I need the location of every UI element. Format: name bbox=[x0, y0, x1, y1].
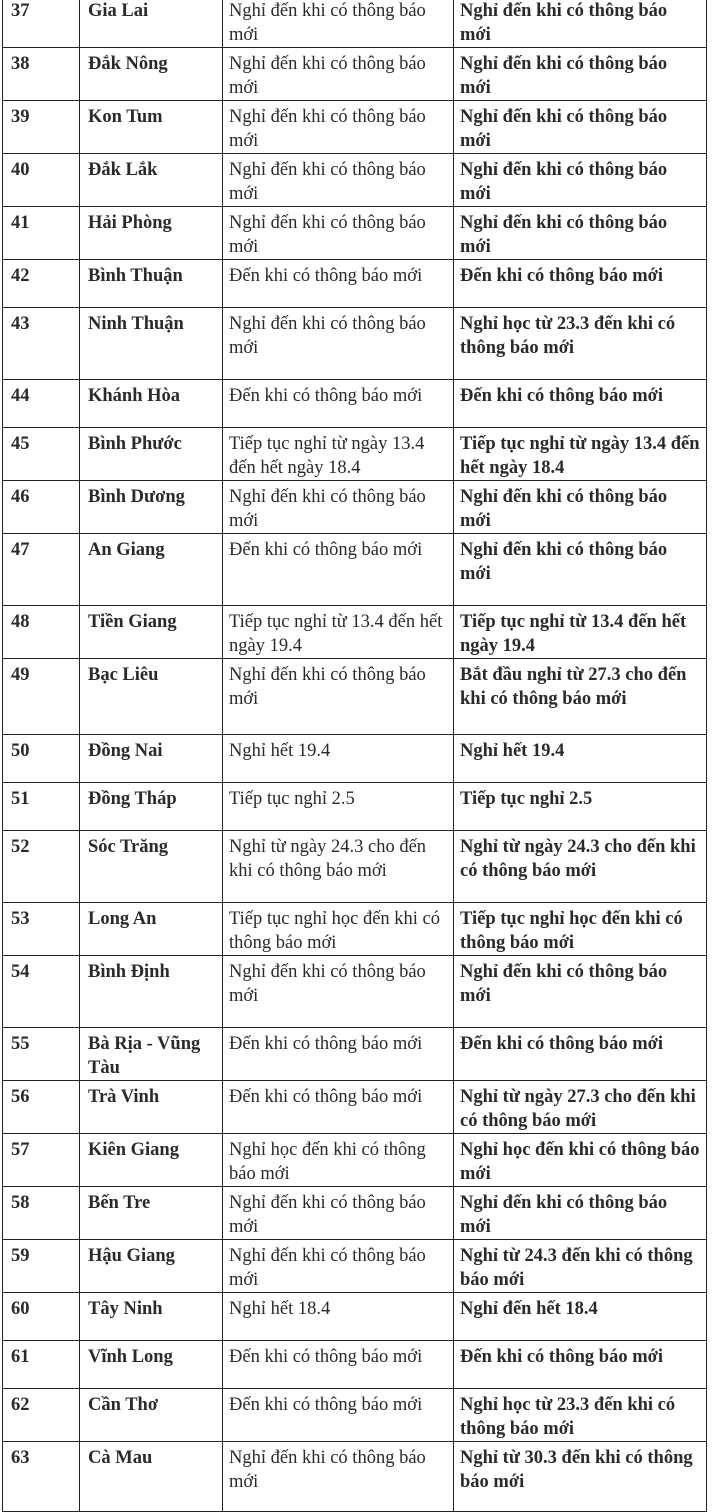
table-row bbox=[3, 903, 707, 956]
table-row bbox=[3, 428, 707, 481]
table-row bbox=[3, 1442, 707, 1512]
province-name: Tây Ninh bbox=[80, 1293, 223, 1341]
province-name: Hậu Giang bbox=[80, 1240, 223, 1293]
closure-status-col2: Đến khi có thông báo mới bbox=[454, 1028, 707, 1081]
row-number: 37 bbox=[3, 0, 80, 48]
closure-status-col2: Nghỉ đến khi có thông báo mới bbox=[454, 154, 707, 207]
closure-status-col1: Tiếp tục nghỉ 2.5 bbox=[223, 783, 454, 831]
province-name: Đắk Nông bbox=[80, 48, 223, 101]
row-number: 44 bbox=[3, 380, 80, 428]
row-number: 42 bbox=[3, 260, 80, 308]
closure-status-col1: Đến khi có thông báo mới bbox=[223, 1081, 454, 1134]
province-name: Kon Tum bbox=[80, 101, 223, 154]
table-row bbox=[3, 260, 707, 308]
closure-status-col2: Nghỉ đến khi có thông báo mới bbox=[454, 48, 707, 101]
closure-status-col2: Nghỉ đến khi có thông báo mới bbox=[454, 956, 707, 1028]
closure-status-col2: Nghỉ đến khi có thông báo mới bbox=[454, 481, 707, 534]
row-number: 40 bbox=[3, 154, 80, 207]
province-name: Hải Phòng bbox=[80, 207, 223, 260]
province-name: Bà Rịa - Vũng Tàu bbox=[80, 1028, 223, 1081]
table-row bbox=[3, 48, 707, 101]
closure-status-col1: Nghỉ đến khi có thông báo mới bbox=[223, 0, 454, 48]
closure-status-col1: Nghỉ đến khi có thông báo mới bbox=[223, 308, 454, 380]
table-row bbox=[3, 956, 707, 1028]
province-name: Kiên Giang bbox=[80, 1134, 223, 1187]
closure-status-col1: Đến khi có thông báo mới bbox=[223, 1389, 454, 1442]
province-name: Bình Định bbox=[80, 956, 223, 1028]
closure-status-col1: Nghỉ đến khi có thông báo mới bbox=[223, 48, 454, 101]
row-number: 50 bbox=[3, 735, 80, 783]
province-name: Trà Vinh bbox=[80, 1081, 223, 1134]
closure-status-col1: Nghỉ từ ngày 24.3 cho đến khi có thông báo mới bbox=[223, 831, 454, 903]
closure-status-col1: Nghỉ đến khi có thông báo mới bbox=[223, 101, 454, 154]
row-number: 53 bbox=[3, 903, 80, 956]
closure-status-col2: Nghỉ học đến khi có thông báo mới bbox=[454, 1134, 707, 1187]
province-name: An Giang bbox=[80, 534, 223, 606]
closure-status-col2: Nghỉ từ 30.3 đến khi có thông báo mới bbox=[454, 1442, 707, 1512]
table-row bbox=[3, 1341, 707, 1389]
table-row bbox=[3, 606, 707, 659]
closure-status-col2: Nghỉ đến khi có thông báo mới bbox=[454, 207, 707, 260]
row-number: 54 bbox=[3, 956, 80, 1028]
province-name: Đắk Lắk bbox=[80, 154, 223, 207]
row-number: 56 bbox=[3, 1081, 80, 1134]
table-row bbox=[3, 481, 707, 534]
province-name: Bình Dương bbox=[80, 481, 223, 534]
row-number: 46 bbox=[3, 481, 80, 534]
province-name: Long An bbox=[80, 903, 223, 956]
province-name: Bình Thuận bbox=[80, 260, 223, 308]
table-row bbox=[3, 1293, 707, 1341]
table-row bbox=[3, 534, 707, 606]
table-row bbox=[3, 1081, 707, 1134]
closure-status-col1: Đến khi có thông báo mới bbox=[223, 380, 454, 428]
row-number: 57 bbox=[3, 1134, 80, 1187]
table-row bbox=[3, 308, 707, 380]
closure-status-col2: Tiếp tục nghỉ từ 13.4 đến hết ngày 19.4 bbox=[454, 606, 707, 659]
province-name: Ninh Thuận bbox=[80, 308, 223, 380]
closure-status-col1: Đến khi có thông báo mới bbox=[223, 534, 454, 606]
school-closure-table bbox=[2, 0, 707, 1512]
closure-status-col2: Nghỉ đến hết 18.4 bbox=[454, 1293, 707, 1341]
row-number: 48 bbox=[3, 606, 80, 659]
closure-status-col1: Nghỉ đến khi có thông báo mới bbox=[223, 207, 454, 260]
closure-status-col1: Nghỉ học đến khi có thông báo mới bbox=[223, 1134, 454, 1187]
closure-status-col1: Nghỉ đến khi có thông báo mới bbox=[223, 659, 454, 735]
table-row bbox=[3, 1028, 707, 1081]
closure-status-col2: Nghỉ hết 19.4 bbox=[454, 735, 707, 783]
closure-status-col2: Nghỉ từ 24.3 đến khi có thông báo mới bbox=[454, 1240, 707, 1293]
table-row bbox=[3, 735, 707, 783]
table-row bbox=[3, 783, 707, 831]
province-name: Vĩnh Long bbox=[80, 1341, 223, 1389]
table-row bbox=[3, 1389, 707, 1442]
row-number: 51 bbox=[3, 783, 80, 831]
table-row bbox=[3, 831, 707, 903]
table-row bbox=[3, 1187, 707, 1240]
row-number: 47 bbox=[3, 534, 80, 606]
closure-status-col1: Nghỉ đến khi có thông báo mới bbox=[223, 1187, 454, 1240]
province-name: Đồng Nai bbox=[80, 735, 223, 783]
closure-status-col1: Tiếp tục nghỉ từ ngày 13.4 đến hết ngày 18.4 bbox=[223, 428, 454, 481]
province-name: Khánh Hòa bbox=[80, 380, 223, 428]
province-name: Sóc Trăng bbox=[80, 831, 223, 903]
closure-status-col1: Tiếp tục nghỉ từ 13.4 đến hết ngày 19.4 bbox=[223, 606, 454, 659]
closure-status-col1: Nghỉ hết 19.4 bbox=[223, 735, 454, 783]
row-number: 59 bbox=[3, 1240, 80, 1293]
closure-status-col2: Nghỉ đến khi có thông báo mới bbox=[454, 534, 707, 606]
province-name: Tiền Giang bbox=[80, 606, 223, 659]
row-number: 61 bbox=[3, 1341, 80, 1389]
table-row bbox=[3, 101, 707, 154]
table-row bbox=[3, 1240, 707, 1293]
closure-status-col1: Nghỉ đến khi có thông báo mới bbox=[223, 154, 454, 207]
closure-status-col2: Đến khi có thông báo mới bbox=[454, 260, 707, 308]
closure-status-col1: Nghỉ hết 18.4 bbox=[223, 1293, 454, 1341]
row-number: 45 bbox=[3, 428, 80, 481]
table-row bbox=[3, 659, 707, 735]
row-number: 55 bbox=[3, 1028, 80, 1081]
closure-status-col2: Tiếp tục nghỉ từ ngày 13.4 đến hết ngày 18.4 bbox=[454, 428, 707, 481]
province-name: Cà Mau bbox=[80, 1442, 223, 1512]
closure-status-col2: Nghỉ đến khi có thông báo mới bbox=[454, 101, 707, 154]
province-name: Bến Tre bbox=[80, 1187, 223, 1240]
closure-status-col2: Nghỉ học từ 23.3 đến khi có thông báo mới bbox=[454, 1389, 707, 1442]
table-row bbox=[3, 0, 707, 48]
table-row bbox=[3, 1134, 707, 1187]
closure-status-col2: Tiếp tục nghỉ học đến khi có thông báo mới bbox=[454, 903, 707, 956]
province-name: Bạc Liêu bbox=[80, 659, 223, 735]
table-body bbox=[3, 0, 707, 1512]
row-number: 39 bbox=[3, 101, 80, 154]
table-row bbox=[3, 154, 707, 207]
closure-status-col1: Nghỉ đến khi có thông báo mới bbox=[223, 956, 454, 1028]
row-number: 60 bbox=[3, 1293, 80, 1341]
closure-status-col2: Đến khi có thông báo mới bbox=[454, 380, 707, 428]
closure-status-col2: Bắt đầu nghỉ từ 27.3 cho đến khi có thông báo mới bbox=[454, 659, 707, 735]
province-name: Đồng Tháp bbox=[80, 783, 223, 831]
province-name: Gia Lai bbox=[80, 0, 223, 48]
closure-status-col1: Đến khi có thông báo mới bbox=[223, 260, 454, 308]
row-number: 52 bbox=[3, 831, 80, 903]
row-number: 62 bbox=[3, 1389, 80, 1442]
closure-status-col1: Nghỉ đến khi có thông báo mới bbox=[223, 1442, 454, 1512]
row-number: 41 bbox=[3, 207, 80, 260]
row-number: 43 bbox=[3, 308, 80, 380]
row-number: 63 bbox=[3, 1442, 80, 1512]
row-number: 38 bbox=[3, 48, 80, 101]
closure-status-col2: Nghỉ học từ 23.3 đến khi có thông báo mới bbox=[454, 308, 707, 380]
row-number: 58 bbox=[3, 1187, 80, 1240]
closure-status-col2: Nghỉ từ ngày 27.3 cho đến khi có thông báo mới bbox=[454, 1081, 707, 1134]
closure-status-col2: Nghỉ từ ngày 24.3 cho đến khi có thông báo mới bbox=[454, 831, 707, 903]
closure-status-col1: Đến khi có thông báo mới bbox=[223, 1028, 454, 1081]
closure-status-col1: Nghỉ đến khi có thông báo mới bbox=[223, 1240, 454, 1293]
row-number: 49 bbox=[3, 659, 80, 735]
closure-status-col2: Tiếp tục nghỉ 2.5 bbox=[454, 783, 707, 831]
closure-status-col2: Đến khi có thông báo mới bbox=[454, 1341, 707, 1389]
table-row bbox=[3, 207, 707, 260]
table-row bbox=[3, 380, 707, 428]
closure-status-col2: Nghỉ đến khi có thông báo mới bbox=[454, 1187, 707, 1240]
closure-status-col1: Tiếp tục nghỉ học đến khi có thông báo mới bbox=[223, 903, 454, 956]
closure-status-col2: Nghỉ đến khi có thông báo mới bbox=[454, 0, 707, 48]
closure-status-col1: Nghỉ đến khi có thông báo mới bbox=[223, 481, 454, 534]
closure-status-col1: Đến khi có thông báo mới bbox=[223, 1341, 454, 1389]
province-name: Cần Thơ bbox=[80, 1389, 223, 1442]
province-name: Bình Phước bbox=[80, 428, 223, 481]
